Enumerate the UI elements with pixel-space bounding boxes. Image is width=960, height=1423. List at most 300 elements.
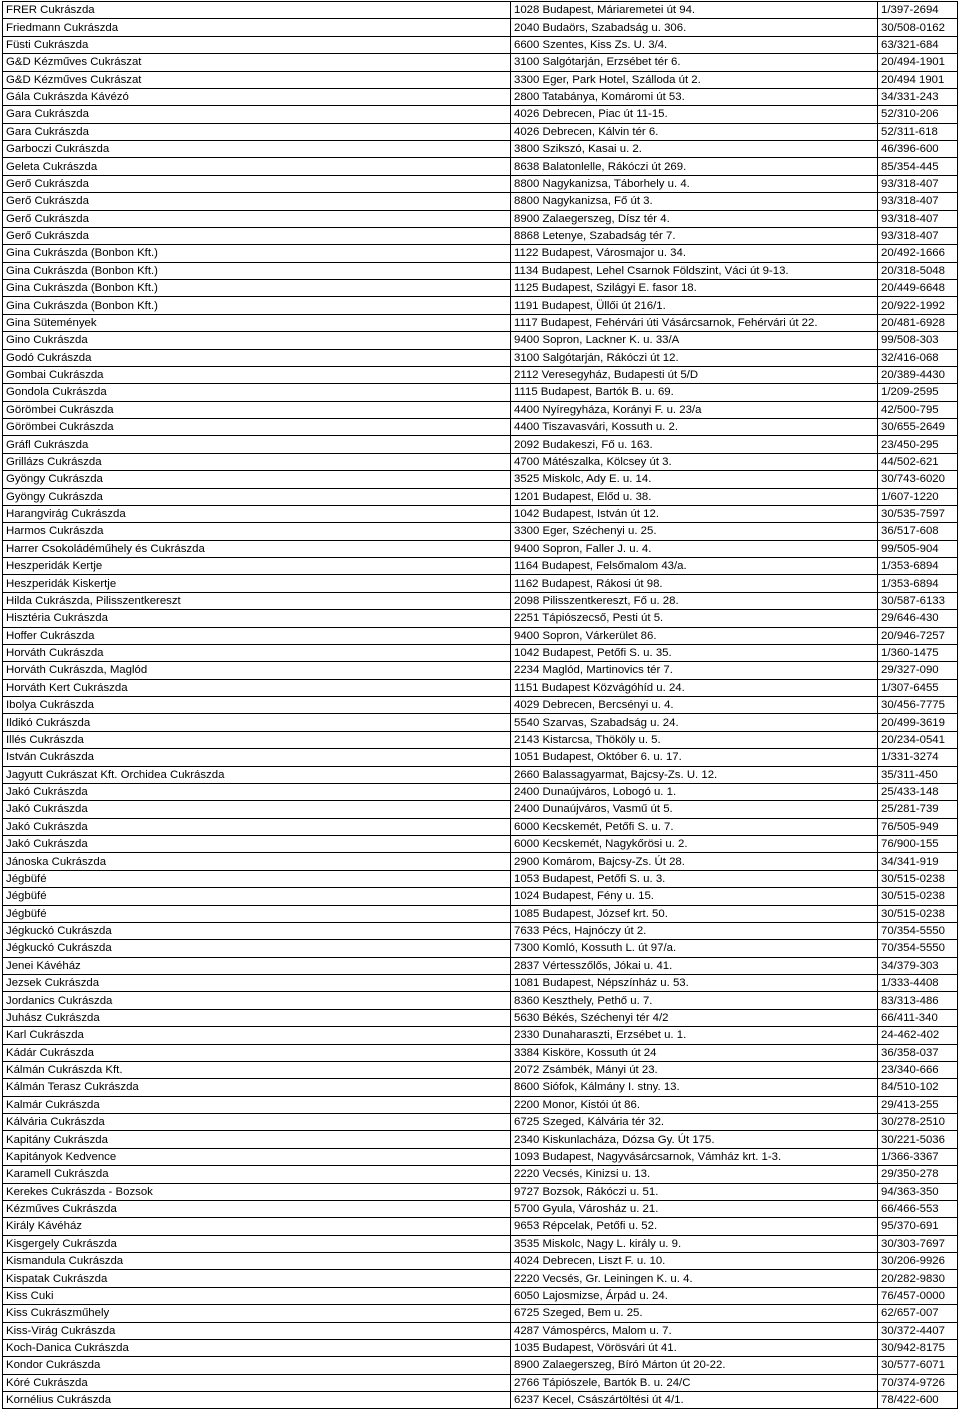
address-cell: 1028 Budapest, Máriaremetei út 94. — [511, 2, 878, 19]
shop-name-cell: Gála Cukrászda Kávézó — [3, 88, 511, 105]
table-row — [3, 106, 958, 123]
address-cell: 5630 Békés, Széchenyi tér 4/2 — [511, 1009, 878, 1026]
table-row — [3, 1218, 958, 1235]
shop-name-cell: Godó Cukrászda — [3, 349, 511, 366]
shop-name-cell: Kézműves Cukrászda — [3, 1200, 511, 1217]
table-row — [3, 644, 958, 661]
shop-name-cell: Garboczi Cukrászda — [3, 141, 511, 158]
address-cell: 1151 Budapest Közvágóhíd u. 24. — [511, 679, 878, 696]
phone-cell: 30/743-6020 — [878, 471, 958, 488]
phone-cell: 20/318-5048 — [878, 262, 958, 279]
table-body — [3, 2, 958, 1409]
shop-name-cell: Jánoska Cukrászda — [3, 853, 511, 870]
table-row — [3, 2, 958, 19]
address-cell: 1042 Budapest, Petőfi S. u. 35. — [511, 644, 878, 661]
table-row — [3, 1079, 958, 1096]
table-row — [3, 766, 958, 783]
table-row — [3, 453, 958, 470]
shop-name-cell: Kiss Cukrászműhely — [3, 1305, 511, 1322]
address-cell: 2040 Budaörs, Szabadság u. 306. — [511, 19, 878, 36]
address-cell: 4024 Debrecen, Liszt F. u. 10. — [511, 1253, 878, 1270]
address-cell: 1024 Budapest, Fény u. 15. — [511, 888, 878, 905]
shop-name-cell: Gráfl Cukrászda — [3, 436, 511, 453]
table-row — [3, 870, 958, 887]
address-cell: 6725 Szeged, Kálvária tér 32. — [511, 1114, 878, 1131]
address-cell: 8900 Zalaegerszeg, Dísz tér 4. — [511, 210, 878, 227]
phone-cell: 44/502-621 — [878, 453, 958, 470]
table-row — [3, 749, 958, 766]
address-cell: 2220 Vecsés, Kinizsi u. 13. — [511, 1166, 878, 1183]
shop-name-cell: Gerő Cukrászda — [3, 227, 511, 244]
shop-name-cell: Kiss-Virág Cukrászda — [3, 1322, 511, 1339]
phone-cell: 1/607-1220 — [878, 488, 958, 505]
address-cell: 3384 Kisköre, Kossuth út 24 — [511, 1044, 878, 1061]
phone-cell: 35/311-450 — [878, 766, 958, 783]
address-cell: 1117 Budapest, Fehérvári úti Vásárcsarnok, Fehérvári út 22. — [511, 314, 878, 331]
table-row — [3, 1044, 958, 1061]
table-row — [3, 575, 958, 592]
shop-name-cell: Harangvirág Cukrászda — [3, 505, 511, 522]
shop-name-cell: Gyöngy Cukrászda — [3, 471, 511, 488]
phone-cell: 30/456-7775 — [878, 697, 958, 714]
phone-cell: 25/281-739 — [878, 801, 958, 818]
table-row — [3, 1339, 958, 1356]
address-cell: 9653 Répcelak, Petőfi u. 52. — [511, 1218, 878, 1235]
address-cell: 1122 Budapest, Városmajor u. 34. — [511, 245, 878, 262]
address-cell: 6000 Kecskemét, Nagykőrösi u. 2. — [511, 836, 878, 853]
address-cell: 8638 Balatonlelle, Rákóczi út 269. — [511, 158, 878, 175]
phone-cell: 25/433-148 — [878, 783, 958, 800]
table-row — [3, 1148, 958, 1165]
table-row — [3, 1270, 958, 1287]
address-cell: 3300 Eger, Széchenyi u. 25. — [511, 523, 878, 540]
table-row — [3, 940, 958, 957]
address-cell: 9400 Sopron, Faller J. u. 4. — [511, 540, 878, 557]
address-cell: 2400 Dunaújváros, Lobogó u. 1. — [511, 783, 878, 800]
shop-name-cell: Kismandula Cukrászda — [3, 1253, 511, 1270]
shop-name-cell: G&D Kézműves Cukrászat — [3, 54, 511, 71]
address-cell: 8800 Nagykanizsa, Táborhely u. 4. — [511, 175, 878, 192]
shop-name-cell: Jordanics Cukrászda — [3, 992, 511, 1009]
table-row — [3, 992, 958, 1009]
address-cell: 6725 Szeged, Bem u. 25. — [511, 1305, 878, 1322]
shop-name-cell: István Cukrászda — [3, 749, 511, 766]
phone-cell: 34/341-919 — [878, 853, 958, 870]
phone-cell: 1/331-3274 — [878, 749, 958, 766]
table-row — [3, 922, 958, 939]
address-cell: 2330 Dunaharaszti, Erzsébet u. 1. — [511, 1027, 878, 1044]
shop-name-cell: Ibolya Cukrászda — [3, 697, 511, 714]
shop-name-cell: Hilda Cukrászda, Pilisszentkereszt — [3, 592, 511, 609]
address-cell: 1051 Budapest, Október 6. u. 17. — [511, 749, 878, 766]
shop-name-cell: G&D Kézműves Cukrászat — [3, 71, 511, 88]
address-cell: 6050 Lajosmizse, Árpád u. 24. — [511, 1287, 878, 1304]
phone-cell: 20/494-1901 — [878, 54, 958, 71]
phone-cell: 32/416-068 — [878, 349, 958, 366]
phone-cell: 20/481-6928 — [878, 314, 958, 331]
shop-name-cell: Hoffer Cukrászda — [3, 627, 511, 644]
table-row — [3, 731, 958, 748]
table-row — [3, 1114, 958, 1131]
phone-cell: 1/397-2694 — [878, 2, 958, 19]
shop-name-cell: Kornélius Cukrászda — [3, 1392, 511, 1409]
phone-cell: 30/278-2510 — [878, 1114, 958, 1131]
phone-cell: 24-462-402 — [878, 1027, 958, 1044]
shop-name-cell: Kapitány Cukrászda — [3, 1131, 511, 1148]
table-row — [3, 280, 958, 297]
phone-cell: 30/303-7697 — [878, 1235, 958, 1252]
shop-name-cell: Horváth Cukrászda — [3, 644, 511, 661]
table-row — [3, 1287, 958, 1304]
address-cell: 4026 Debrecen, Kálvin tér 6. — [511, 123, 878, 140]
phone-cell: 20/282-9830 — [878, 1270, 958, 1287]
shop-name-cell: Jakó Cukrászda — [3, 836, 511, 853]
phone-cell: 85/354-445 — [878, 158, 958, 175]
address-cell: 1042 Budapest, István út 12. — [511, 505, 878, 522]
phone-cell: 42/500-795 — [878, 401, 958, 418]
address-cell: 6000 Kecskemét, Petőfi S. u. 7. — [511, 818, 878, 835]
shop-name-cell: Kálmán Cukrászda Kft. — [3, 1061, 511, 1078]
shop-name-cell: Karamell Cukrászda — [3, 1166, 511, 1183]
shop-name-cell: Horváth Kert Cukrászda — [3, 679, 511, 696]
address-cell: 2072 Zsámbék, Mányi út 23. — [511, 1061, 878, 1078]
shop-name-cell: Gara Cukrászda — [3, 106, 511, 123]
phone-cell: 70/354-5550 — [878, 922, 958, 939]
phone-cell: 63/321-684 — [878, 36, 958, 53]
phone-cell: 29/646-430 — [878, 610, 958, 627]
table-row — [3, 123, 958, 140]
shop-name-cell: Gina Cukrászda (Bonbon Kft.) — [3, 297, 511, 314]
shop-name-cell: Heszperidák Kertje — [3, 558, 511, 575]
shop-name-cell: Jégkuckó Cukrászda — [3, 922, 511, 939]
phone-cell: 30/535-7597 — [878, 505, 958, 522]
table-row — [3, 210, 958, 227]
phone-cell: 30/372-4407 — [878, 1322, 958, 1339]
address-cell: 2220 Vecsés, Gr. Leiningen K. u. 4. — [511, 1270, 878, 1287]
address-cell: 6237 Kecel, Császártöltési út 4/1. — [511, 1392, 878, 1409]
shop-name-cell: Harmos Cukrászda — [3, 523, 511, 540]
table-row — [3, 141, 958, 158]
address-cell: 1162 Budapest, Rákosi út 98. — [511, 575, 878, 592]
table-row — [3, 888, 958, 905]
phone-cell: 93/318-407 — [878, 193, 958, 210]
address-cell: 8800 Nagykanizsa, Fő út 3. — [511, 193, 878, 210]
phone-cell: 93/318-407 — [878, 175, 958, 192]
shop-name-cell: Heszperidák Kiskertje — [3, 575, 511, 592]
phone-cell: 30/508-0162 — [878, 19, 958, 36]
table-row — [3, 1166, 958, 1183]
shop-name-cell: Gyöngy Cukrászda — [3, 488, 511, 505]
shop-name-cell: Kálvária Cukrászda — [3, 1114, 511, 1131]
address-cell: 8900 Zalaegerszeg, Bíró Márton út 20-22. — [511, 1357, 878, 1374]
phone-cell: 1/353-6894 — [878, 575, 958, 592]
table-row — [3, 558, 958, 575]
address-cell: 2900 Komárom, Bajcsy-Zs. Út 28. — [511, 853, 878, 870]
shop-name-cell: Karl Cukrászda — [3, 1027, 511, 1044]
address-cell: 3100 Salgótarján, Erzsébet tér 6. — [511, 54, 878, 71]
phone-cell: 20/449-6648 — [878, 280, 958, 297]
table-row — [3, 158, 958, 175]
table-row — [3, 853, 958, 870]
address-cell: 7300 Komló, Kossuth L. út 97/a. — [511, 940, 878, 957]
table-row — [3, 523, 958, 540]
phone-cell: 20/389-4430 — [878, 366, 958, 383]
address-cell: 9400 Sopron, Lackner K. u. 33/A — [511, 332, 878, 349]
address-cell: 4026 Debrecen, Piac út 11-15. — [511, 106, 878, 123]
phone-cell: 99/508-303 — [878, 332, 958, 349]
address-cell: 2400 Dunaújváros, Vasmű út 5. — [511, 801, 878, 818]
shop-name-cell: Jégbüfé — [3, 870, 511, 887]
address-cell: 3535 Miskolc, Nagy L. király u. 9. — [511, 1235, 878, 1252]
address-cell: 1093 Budapest, Nagyvásárcsarnok, Vámház krt. 1-3. — [511, 1148, 878, 1165]
address-cell: 4029 Debrecen, Bercsényi u. 4. — [511, 697, 878, 714]
shop-name-cell: Hisztéria Cukrászda — [3, 610, 511, 627]
shop-name-cell: Harrer Csokoládéműhely és Cukrászda — [3, 540, 511, 557]
phone-cell: 94/363-350 — [878, 1183, 958, 1200]
shop-name-cell: Gina Cukrászda (Bonbon Kft.) — [3, 262, 511, 279]
confectionery-directory-table — [2, 1, 958, 1409]
phone-cell: 34/331-243 — [878, 88, 958, 105]
phone-cell: 20/494 1901 — [878, 71, 958, 88]
shop-name-cell: Kispatak Cukrászda — [3, 1270, 511, 1287]
address-cell: 2098 Pilisszentkereszt, Fő u. 28. — [511, 592, 878, 609]
phone-cell: 29/350-278 — [878, 1166, 958, 1183]
address-cell: 4287 Vámospércs, Malom u. 7. — [511, 1322, 878, 1339]
shop-name-cell: Friedmann Cukrászda — [3, 19, 511, 36]
address-cell: 2234 Maglód, Martinovics tér 7. — [511, 662, 878, 679]
phone-cell: 36/358-037 — [878, 1044, 958, 1061]
table-row — [3, 314, 958, 331]
shop-name-cell: Jégbüfé — [3, 905, 511, 922]
address-cell: 8360 Keszthely, Pethő u. 7. — [511, 992, 878, 1009]
address-cell: 2143 Kistarcsa, Thököly u. 5. — [511, 731, 878, 748]
phone-cell: 20/946-7257 — [878, 627, 958, 644]
shop-name-cell: Király Kávéház — [3, 1218, 511, 1235]
phone-cell: 78/422-600 — [878, 1392, 958, 1409]
table-row — [3, 71, 958, 88]
table-row — [3, 227, 958, 244]
shop-name-cell: Jégbüfé — [3, 888, 511, 905]
shop-name-cell: Gina Cukrászda (Bonbon Kft.) — [3, 280, 511, 297]
address-cell: 2766 Tápiószele, Bartók B. u. 24/C — [511, 1374, 878, 1391]
phone-cell: 76/900-155 — [878, 836, 958, 853]
address-cell: 2800 Tatabánya, Komáromi út 53. — [511, 88, 878, 105]
address-cell: 3100 Salgótarján, Rákóczi út 12. — [511, 349, 878, 366]
address-cell: 1085 Budapest, József krt. 50. — [511, 905, 878, 922]
shop-name-cell: Gina Sütemények — [3, 314, 511, 331]
address-cell: 2660 Balassagyarmat, Bajcsy-Zs. U. 12. — [511, 766, 878, 783]
phone-cell: 99/505-904 — [878, 540, 958, 557]
phone-cell: 30/587-6133 — [878, 592, 958, 609]
table-row — [3, 1305, 958, 1322]
table-row — [3, 1374, 958, 1391]
shop-name-cell: Gerő Cukrászda — [3, 193, 511, 210]
address-cell: 8600 Siófok, Kálmány I. stny. 13. — [511, 1079, 878, 1096]
table-row — [3, 975, 958, 992]
phone-cell: 20/499-3619 — [878, 714, 958, 731]
phone-cell: 1/307-6455 — [878, 679, 958, 696]
phone-cell: 1/333-4408 — [878, 975, 958, 992]
phone-cell: 1/360-1475 — [878, 644, 958, 661]
phone-cell: 20/492-1666 — [878, 245, 958, 262]
address-cell: 2200 Monor, Kistói út 86. — [511, 1096, 878, 1113]
phone-cell: 93/318-407 — [878, 210, 958, 227]
table-row — [3, 297, 958, 314]
shop-name-cell: Kádár Cukrászda — [3, 1044, 511, 1061]
shop-name-cell: Jagyutt Cukrászat Kft. Orchidea Cukrászda — [3, 766, 511, 783]
table-row — [3, 1009, 958, 1026]
phone-cell: 20/234-0541 — [878, 731, 958, 748]
shop-name-cell: FRER Cukrászda — [3, 2, 511, 19]
table-row — [3, 36, 958, 53]
table-row — [3, 1061, 958, 1078]
phone-cell: 23/340-666 — [878, 1061, 958, 1078]
address-cell: 4400 Nyíregyháza, Korányi F. u. 23/a — [511, 401, 878, 418]
table-row — [3, 384, 958, 401]
address-cell: 6600 Szentes, Kiss Zs. U. 3/4. — [511, 36, 878, 53]
phone-cell: 30/515-0238 — [878, 870, 958, 887]
shop-name-cell: Jégkuckó Cukrászda — [3, 940, 511, 957]
table-row — [3, 505, 958, 522]
phone-cell: 66/466-553 — [878, 1200, 958, 1217]
address-cell: 1164 Budapest, Felsőmalom 43/a. — [511, 558, 878, 575]
shop-name-cell: Kerekes Cukrászda - Bozsok — [3, 1183, 511, 1200]
table-row — [3, 366, 958, 383]
shop-name-cell: Jenei Kávéház — [3, 957, 511, 974]
phone-cell: 30/577-6071 — [878, 1357, 958, 1374]
address-cell: 3300 Eger, Park Hotel, Szálloda út 2. — [511, 71, 878, 88]
shop-name-cell: Gino Cukrászda — [3, 332, 511, 349]
table-row — [3, 193, 958, 210]
address-cell: 8868 Letenye, Szabadság tér 7. — [511, 227, 878, 244]
phone-cell: 46/396-600 — [878, 141, 958, 158]
table-row — [3, 1131, 958, 1148]
address-cell: 1115 Budapest, Bartók B. u. 69. — [511, 384, 878, 401]
phone-cell: 66/411-340 — [878, 1009, 958, 1026]
address-cell: 1191 Budapest, Üllői út 216/1. — [511, 297, 878, 314]
address-cell: 2251 Tápiószecső, Pesti út 5. — [511, 610, 878, 627]
table-row — [3, 436, 958, 453]
phone-cell: 23/450-295 — [878, 436, 958, 453]
phone-cell: 30/515-0238 — [878, 888, 958, 905]
address-cell: 9400 Sopron, Várkerület 86. — [511, 627, 878, 644]
table-row — [3, 610, 958, 627]
address-cell: 2112 Veresegyház, Budapesti út 5/D — [511, 366, 878, 383]
phone-cell: 20/922-1992 — [878, 297, 958, 314]
table-row — [3, 714, 958, 731]
phone-cell: 84/510-102 — [878, 1079, 958, 1096]
phone-cell: 1/209-2595 — [878, 384, 958, 401]
shop-name-cell: Kalmár Cukrászda — [3, 1096, 511, 1113]
shop-name-cell: Koch-Danica Cukrászda — [3, 1339, 511, 1356]
phone-cell: 30/655-2649 — [878, 419, 958, 436]
phone-cell: 29/413-255 — [878, 1096, 958, 1113]
address-cell: 7633 Pécs, Hajnóczy út 2. — [511, 922, 878, 939]
table-row — [3, 54, 958, 71]
address-cell: 3800 Szikszó, Kasai u. 2. — [511, 141, 878, 158]
shop-name-cell: Jezsek Cukrászda — [3, 975, 511, 992]
phone-cell: 76/457-0000 — [878, 1287, 958, 1304]
table-row — [3, 1322, 958, 1339]
table-row — [3, 19, 958, 36]
shop-name-cell: Ildikó Cukrászda — [3, 714, 511, 731]
address-cell: 3525 Miskolc, Ady E. u. 14. — [511, 471, 878, 488]
table-row — [3, 1027, 958, 1044]
shop-name-cell: Kiss Cuki — [3, 1287, 511, 1304]
table-row — [3, 1253, 958, 1270]
address-cell: 5700 Gyula, Városház u. 21. — [511, 1200, 878, 1217]
shop-name-cell: Geleta Cukrászda — [3, 158, 511, 175]
address-cell: 2340 Kiskunlacháza, Dózsa Gy. Út 175. — [511, 1131, 878, 1148]
address-cell: 1035 Budapest, Vörösvári út 41. — [511, 1339, 878, 1356]
table-row — [3, 175, 958, 192]
phone-cell: 62/657-007 — [878, 1305, 958, 1322]
address-cell: 2837 Vértesszőlős, Jókai u. 41. — [511, 957, 878, 974]
table-row — [3, 332, 958, 349]
phone-cell: 70/354-5550 — [878, 940, 958, 957]
table-row — [3, 1357, 958, 1374]
phone-cell: 30/221-5036 — [878, 1131, 958, 1148]
shop-name-cell: Kondor Cukrászda — [3, 1357, 511, 1374]
address-cell: 1053 Budapest, Petőfi S. u. 3. — [511, 870, 878, 887]
shop-name-cell: Horváth Cukrászda, Maglód — [3, 662, 511, 679]
address-cell: 1081 Budapest, Népszínház u. 53. — [511, 975, 878, 992]
table-row — [3, 245, 958, 262]
phone-cell: 29/327-090 — [878, 662, 958, 679]
table-row — [3, 592, 958, 609]
table-row — [3, 697, 958, 714]
phone-cell: 30/942-8175 — [878, 1339, 958, 1356]
address-cell: 4400 Tiszavasvári, Kossuth u. 2. — [511, 419, 878, 436]
table-row — [3, 905, 958, 922]
table-row — [3, 262, 958, 279]
address-cell: 1134 Budapest, Lehel Csarnok Földszint, Váci út 9-13. — [511, 262, 878, 279]
phone-cell: 52/311-618 — [878, 123, 958, 140]
table-row — [3, 783, 958, 800]
shop-name-cell: Jakó Cukrászda — [3, 818, 511, 835]
shop-name-cell: Illés Cukrászda — [3, 731, 511, 748]
table-row — [3, 419, 958, 436]
address-cell: 9727 Bozsok, Rákóczi u. 51. — [511, 1183, 878, 1200]
shop-name-cell: Kapitányok Kedvence — [3, 1148, 511, 1165]
shop-name-cell: Gombai Cukrászda — [3, 366, 511, 383]
address-cell: 5540 Szarvas, Szabadság u. 24. — [511, 714, 878, 731]
address-cell: 4700 Mátészalka, Kölcsey út 3. — [511, 453, 878, 470]
table-row — [3, 627, 958, 644]
phone-cell: 36/517-608 — [878, 523, 958, 540]
address-cell: 2092 Budakeszi, Fő u. 163. — [511, 436, 878, 453]
shop-name-cell: Füsti Cukrászda — [3, 36, 511, 53]
address-cell: 1201 Budapest, Előd u. 38. — [511, 488, 878, 505]
phone-cell: 1/366-3367 — [878, 1148, 958, 1165]
shop-name-cell: Gerő Cukrászda — [3, 175, 511, 192]
phone-cell: 52/310-206 — [878, 106, 958, 123]
shop-name-cell: Kóré Cukrászda — [3, 1374, 511, 1391]
shop-name-cell: Gara Cukrászda — [3, 123, 511, 140]
table-row — [3, 836, 958, 853]
phone-cell: 1/353-6894 — [878, 558, 958, 575]
shop-name-cell: Görömbei Cukrászda — [3, 419, 511, 436]
address-cell: 1125 Budapest, Szilágyi E. fasor 18. — [511, 280, 878, 297]
phone-cell: 83/313-486 — [878, 992, 958, 1009]
phone-cell: 95/370-691 — [878, 1218, 958, 1235]
table-row — [3, 662, 958, 679]
shop-name-cell: Kálmán Terasz Cukrászda — [3, 1079, 511, 1096]
table-row — [3, 401, 958, 418]
table-row — [3, 801, 958, 818]
table-row — [3, 1200, 958, 1217]
shop-name-cell: Kisgergely Cukrászda — [3, 1235, 511, 1252]
